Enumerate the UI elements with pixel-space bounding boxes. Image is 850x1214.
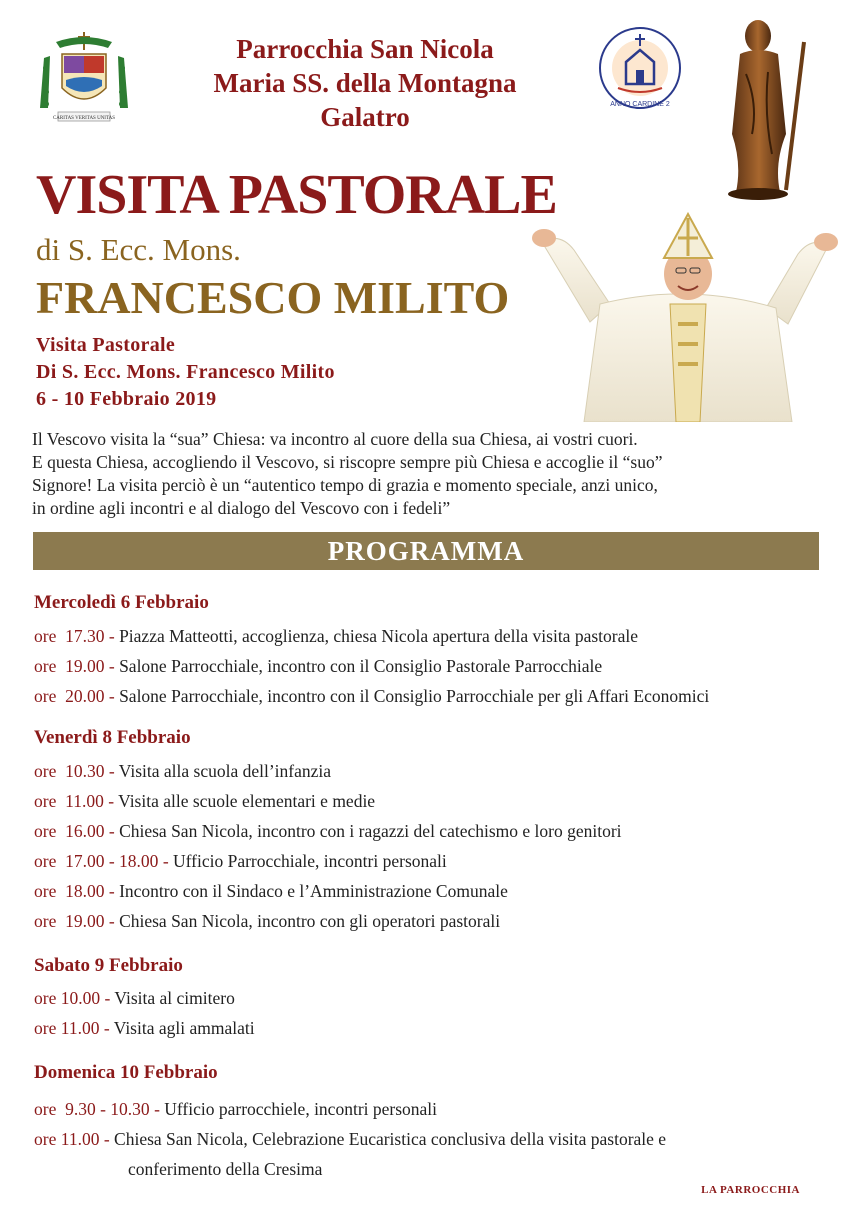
dash-separator: - [103, 1129, 110, 1149]
time-label: 18.00 [65, 881, 105, 901]
time-label: 11.00 [65, 791, 104, 811]
ore-label: ore [34, 881, 57, 901]
day-heading: Sabato 9 Febbraio [34, 955, 183, 976]
ore-label: ore [34, 761, 57, 781]
parish-header [130, 32, 600, 134]
time-label: 9.30 - 10.30 [65, 1099, 150, 1119]
time-label: 17.30 [65, 626, 105, 646]
ore-label: ore [34, 1018, 57, 1038]
time-label: 19.00 [65, 656, 105, 676]
time-label: 17.00 - 18.00 [65, 851, 159, 871]
schedule-item [34, 761, 331, 782]
visit-info-line: Visita Pastorale [36, 334, 176, 356]
parish-town: Galatro [320, 102, 410, 132]
schedule-description: Chiesa San Nicola, incontro con i ragazzi del catechismo e loro genitori [119, 821, 622, 841]
ore-label: ore [34, 656, 57, 676]
schedule-description: Visita alla scuola dell’infanzia [118, 761, 332, 781]
bishop-photo [530, 212, 840, 422]
coat-of-arms-icon [36, 28, 132, 124]
day-heading: Domenica 10 Febbraio [34, 1062, 218, 1083]
schedule-description: Incontro con il Sindaco e l’Amministrazione Comunale [119, 881, 508, 901]
ore-label: ore [34, 851, 57, 871]
visit-info-line: Di S. Ecc. Mons. Francesco Milito [36, 361, 335, 383]
programma-label: PROGRAMMA [327, 536, 525, 566]
time-label: 10.00 [60, 988, 101, 1008]
schedule-description: Salone Parrocchiale, incontro con il Consiglio Parrocchiale per gli Affari Economici [119, 686, 710, 706]
schedule-item [34, 1018, 255, 1039]
dash-separator: - [108, 761, 115, 781]
intro-paragraph [32, 428, 822, 520]
programma-banner [33, 532, 819, 570]
schedule-description: Visita alle scuole elementari e medie [118, 791, 376, 811]
ore-label: ore [34, 791, 57, 811]
schedule-description: Salone Parrocchiale, incontro con il Consiglio Pastorale Parrocchiale [119, 656, 603, 676]
dash-separator: - [162, 851, 169, 871]
ore-label: ore [34, 686, 57, 706]
schedule-description: Piazza Matteotti, accoglienza, chiesa Nicola apertura della visita pastorale [119, 626, 638, 646]
dash-separator: - [104, 988, 111, 1008]
schedule-description-continuation: conferimento della Cresima [128, 1159, 323, 1179]
ore-label: ore [34, 1129, 57, 1149]
schedule-item [34, 791, 375, 812]
event-title: VISITA PASTORALE [36, 164, 557, 226]
schedule-item [34, 821, 622, 842]
ore-label: ore [34, 1099, 57, 1119]
schedule-description: Ufficio parrocchiele, incontri personali [164, 1099, 438, 1119]
dash-separator: - [108, 821, 115, 841]
intro-line: E questa Chiesa, accogliendo il Vescovo, si riscopre sempre più Chiesa e accoglie il “suo” [32, 452, 663, 472]
schedule-item [34, 851, 447, 872]
parish-name: Parrocchia San Nicola [236, 34, 494, 64]
intro-line: Signore! La visita perciò è un “autentico tempo di grazia e momento speciale, anzi unico, [32, 475, 658, 495]
bishop-name: FRANCESCO MILITO [36, 272, 510, 323]
schedule-item [34, 1099, 437, 1120]
schedule-description: Chiesa San Nicola, incontro con gli operatori pastorali [119, 911, 501, 931]
schedule-description: Visita agli ammalati [113, 1018, 255, 1038]
jubilee-logo-icon [596, 24, 684, 112]
schedule-item [34, 626, 638, 647]
dash-separator: - [108, 626, 115, 646]
visit-dates: 6 - 10 Febbraio 2019 [36, 388, 217, 410]
schedule-item [34, 988, 235, 1009]
day-heading: Venerdì 8 Febbraio [34, 727, 191, 748]
time-label: 11.00 [60, 1129, 100, 1149]
intro-line: Il Vescovo visita la “sua” Chiesa: va incontro al cuore della sua Chiesa, ai vostri cuori. [32, 429, 638, 449]
time-label: 10.30 [65, 761, 105, 781]
saint-statue-image [716, 14, 826, 204]
ore-label: ore [34, 821, 57, 841]
motto-text: CARITAS VERITAS UNITAS [52, 116, 116, 121]
bishop-title: di S. Ecc. Mons. [36, 232, 241, 267]
schedule-description: Visita al cimitero [114, 988, 235, 1008]
day-heading: Mercoledì 6 Febbraio [34, 592, 209, 613]
time-label: 11.00 [60, 1018, 100, 1038]
dash-separator: - [108, 911, 115, 931]
schedule-description: Chiesa San Nicola, Celebrazione Eucaristica conclusiva della visita pastorale e [114, 1129, 667, 1149]
time-label: 20.00 [65, 686, 105, 706]
ore-label: ore [34, 626, 57, 646]
schedule-description: Ufficio Parrocchiale, incontri personali [173, 851, 447, 871]
schedule-item [34, 1129, 666, 1150]
dash-separator: - [108, 686, 115, 706]
dash-separator: - [103, 1018, 110, 1038]
visit-info [36, 332, 335, 413]
jubilee-text: ANNO CARDINE 2 [610, 101, 670, 108]
parish-subname: Maria SS. della Montagna [213, 68, 517, 98]
intro-line: in ordine agli incontri e al dialogo del Vescovo con i fedeli” [32, 498, 451, 518]
schedule-item [34, 656, 602, 677]
dash-separator: - [108, 881, 115, 901]
time-label: 16.00 [65, 821, 105, 841]
footer-signature: LA PARROCCHIA [701, 1184, 800, 1196]
time-label: 19.00 [65, 911, 105, 931]
ore-label: ore [34, 911, 57, 931]
schedule-item [34, 686, 709, 707]
ore-label: ore [34, 988, 57, 1008]
dash-separator: - [108, 791, 115, 811]
schedule-item [34, 911, 500, 932]
dash-separator: - [108, 656, 115, 676]
schedule-item [34, 881, 508, 902]
dash-separator: - [154, 1099, 160, 1119]
